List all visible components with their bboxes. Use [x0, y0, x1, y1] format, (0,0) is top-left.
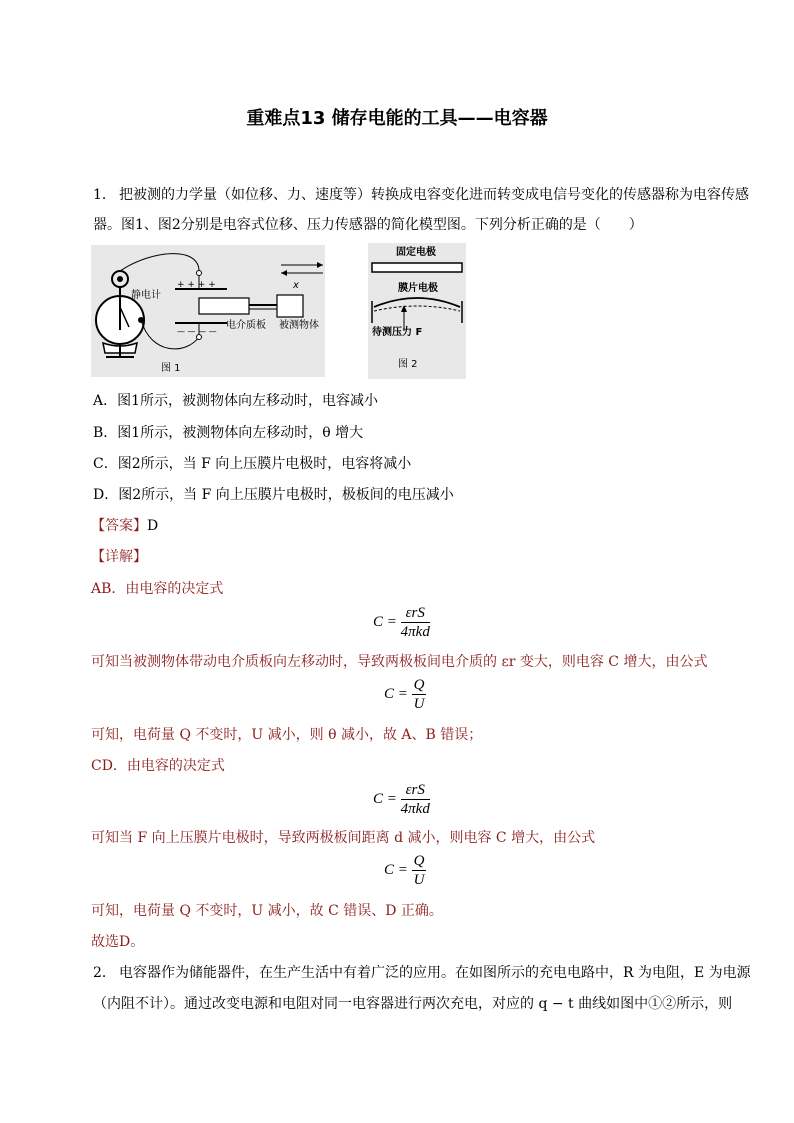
formula-numerator: εrS: [401, 781, 430, 800]
formula-numerator: Q: [413, 853, 425, 869]
option-b: B．图1所示，被测物体向左移动时，θ 增大: [93, 425, 364, 441]
answer-value: D: [147, 518, 159, 534]
page-title: 重难点13 储存电能的工具——电容器: [246, 108, 548, 129]
ab-intro: AB．由电容的决定式: [91, 581, 224, 597]
q2-line2: （内阻不计）。通过改变电源和电阻对同一电容器进行两次充电，对应的 q − t 曲线如图中①②所示，则: [93, 996, 733, 1012]
formula-lhs: C =: [373, 790, 397, 807]
q1-stem-line1: 把被测的力学量（如位移、力、速度等）转换成电容变化进而转变成电信号变化的传感器称为电容传感: [119, 187, 749, 203]
answer-bracket: 【答案】: [91, 518, 147, 534]
figure-1: [91, 245, 325, 377]
fixed-electrode: [372, 263, 462, 272]
figure-2: [368, 243, 466, 379]
ab-conclusion: 可知，电荷量 Q 不变时，U 减小，则 θ 减小，故 A、B 错误；: [91, 727, 483, 743]
fixed-electrode-label: 固定电极: [396, 247, 436, 258]
film-electrode-label: 膜片电极: [398, 283, 438, 294]
plus-signs: + + + +: [177, 280, 216, 290]
formula-denominator: U: [413, 696, 425, 712]
answer-line: [91, 516, 158, 536]
option-c: C．图2所示，当 F 向上压膜片电极时，电容将减小: [93, 456, 412, 472]
measured-object: [277, 295, 303, 317]
formula-numerator: Q: [413, 677, 425, 693]
ab-text: 可知当被测物体带动电介质板向左移动时，导致两极板间电介质的 εr 变大，则电容 C 增大，由公式: [91, 654, 708, 670]
detail-bracket: 【详解】: [91, 549, 147, 565]
formula-denominator: 4πkd: [400, 801, 430, 817]
figure-1-caption: 图 1: [161, 363, 181, 374]
formula-capacitance-1: [373, 604, 430, 641]
q1-number: 1．: [93, 187, 116, 203]
object-label: 被测物体: [279, 320, 319, 331]
meter-label: 静电计: [131, 290, 161, 301]
option-d: D．图2所示，当 F 向上压膜片电极时，极板间的电压减小: [93, 487, 454, 503]
formula-denominator: 4πkd: [400, 624, 430, 640]
q2-line1: 电容器作为储能器件，在生产生活中有着广泛的应用。在如图所示的充电电路中，R 为电阻，E 为电源: [119, 965, 751, 981]
formula-charge-1: [384, 676, 426, 713]
minus-signs: — — — —: [177, 327, 217, 336]
option-a: A．图1所示，被测物体向左移动时，电容减小: [93, 393, 379, 409]
cd-text: 可知当 F 向上压膜片电极时，导致两极板间距离 d 减小，则电容 C 增大，由公式: [91, 830, 596, 846]
formula-lhs: C =: [384, 685, 408, 702]
dielectric-label: 电介质板: [226, 320, 266, 331]
x-label: x: [293, 280, 299, 291]
cd-conclusion: 可知，电荷量 Q 不变时，U 减小，故 C 错误、D 正确。: [91, 903, 443, 919]
formula-charge-2: [384, 852, 426, 889]
formula-denominator: U: [413, 872, 425, 888]
dielectric-plate: [199, 298, 249, 314]
cd-intro: CD．由电容的决定式: [91, 758, 225, 774]
final-choice: 故选D。: [91, 934, 145, 950]
formula-lhs: C =: [384, 861, 408, 878]
formula-numerator: εrS: [401, 604, 430, 623]
figure-2-caption: 图 2: [398, 359, 418, 370]
formula-capacitance-2: [373, 781, 430, 818]
pressure-label: 待测压力 F: [372, 327, 423, 338]
formula-lhs: C =: [373, 613, 397, 630]
q1-stem-line2: 器。图1、图2分别是电容式位移、压力传感器的简化模型图。下列分析正确的是（ ）: [93, 217, 643, 233]
q2-number: 2．: [93, 965, 116, 981]
